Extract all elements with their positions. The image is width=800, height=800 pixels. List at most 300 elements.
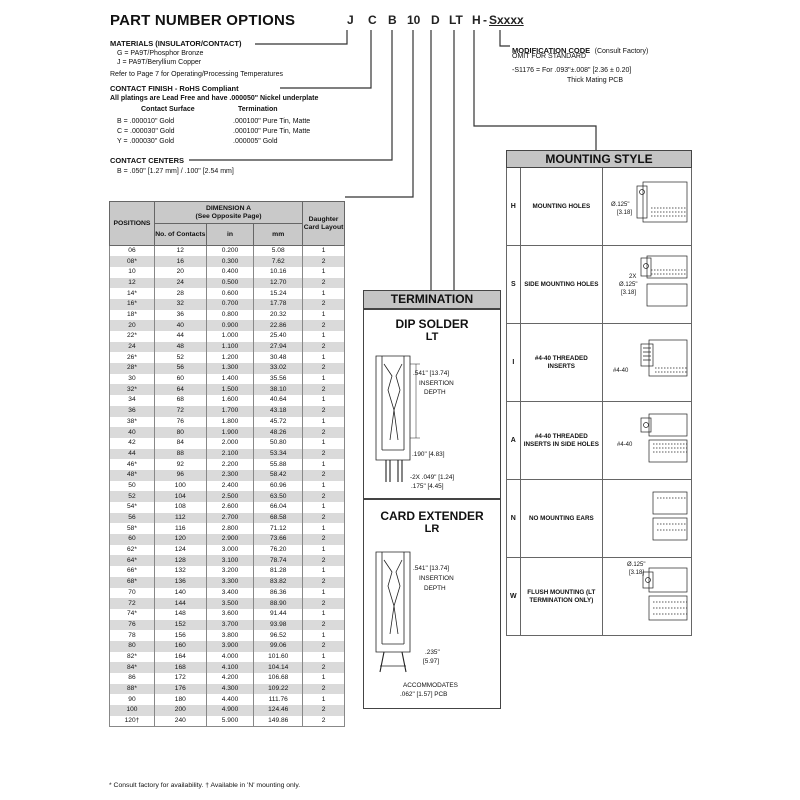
mounting-code: N (507, 480, 521, 558)
cell-contacts: 72 (154, 406, 206, 417)
table-row (110, 384, 345, 395)
leader-finish (280, 30, 371, 88)
cell-mm: 55.88 (254, 459, 303, 470)
cell-position: 22* (110, 331, 155, 342)
cell-contacts: 76 (154, 417, 206, 428)
cell-layout: 1 (303, 694, 345, 705)
cell-layout: 2 (303, 620, 345, 631)
finish-col-termination: Termination (238, 106, 278, 113)
mounting-figure (602, 246, 691, 324)
cell-mm: 71.12 (254, 523, 303, 534)
materials-option-g: G = PA9T/Phosphor Bronze (117, 50, 204, 57)
mounting-style-table (506, 150, 692, 636)
cell-layout: 2 (303, 705, 345, 716)
cell-inch: 3.100 (206, 555, 254, 566)
cell-contacts: 132 (154, 566, 206, 577)
cell-position: 84* (110, 662, 155, 673)
cell-inch: 0.800 (206, 310, 254, 321)
termination-header-box (363, 290, 501, 309)
cell-mm: 20.32 (254, 310, 303, 321)
cell-inch: 1.200 (206, 352, 254, 363)
cell-contacts: 24 (154, 278, 206, 289)
cell-position: 38* (110, 417, 155, 428)
table-row (110, 716, 345, 727)
cell-layout: 2 (303, 363, 345, 374)
cell-contacts: 80 (154, 427, 206, 438)
cell-mm: 45.72 (254, 417, 303, 428)
mounting-desc: FLUSH MOUNTING (LT TERMINATION ONLY) (520, 558, 602, 636)
cell-layout: 2 (303, 470, 345, 481)
table-row (110, 246, 345, 257)
mounting-dim-b: Ø.125" (618, 282, 638, 288)
cell-position: 42 (110, 438, 155, 449)
table-row (110, 406, 345, 417)
cell-layout: 1 (303, 459, 345, 470)
cell-inch: 1.800 (206, 417, 254, 428)
cell-inch: 3.800 (206, 630, 254, 641)
finish-surface-c: C = .000030" Gold (117, 128, 175, 135)
cell-inch: 4.200 (206, 673, 254, 684)
cell-position: 68* (110, 577, 155, 588)
cell-contacts: 200 (154, 705, 206, 716)
cell-layout: 1 (303, 588, 345, 599)
cell-position: 66* (110, 566, 155, 577)
modification-s1176: -S1176 = For .093"±.008" [2.36 ± 0.20] (512, 67, 632, 74)
cell-contacts: 96 (154, 470, 206, 481)
cell-mm: 10.16 (254, 267, 303, 278)
cell-inch: 3.200 (206, 566, 254, 577)
pn-code-material: J (347, 13, 354, 27)
cell-layout: 1 (303, 246, 345, 257)
cell-inch: 2.000 (206, 438, 254, 449)
cell-contacts: 108 (154, 502, 206, 513)
leader-positions (345, 30, 413, 197)
cell-layout: 2 (303, 598, 345, 609)
cell-position: 74* (110, 609, 155, 620)
cell-position: 32* (110, 384, 155, 395)
modification-header: MODIFICATION CODE (512, 46, 591, 55)
cell-mm: 60.96 (254, 481, 303, 492)
cell-mm: 101.60 (254, 652, 303, 663)
cell-inch: 1.600 (206, 395, 254, 406)
cell-position: 16* (110, 299, 155, 310)
cell-contacts: 36 (154, 310, 206, 321)
mounting-dim-a: Ø.125" (610, 202, 630, 208)
finish-termination-y: .000005" Gold (233, 138, 278, 145)
table-row (110, 641, 345, 652)
cell-position: 72 (110, 598, 155, 609)
card-accommodates: ACCOMMODATES (403, 682, 458, 689)
cell-layout: 2 (303, 577, 345, 588)
mounting-dim-c: [3.18] (620, 290, 636, 296)
mounting-code: I (507, 324, 521, 402)
cell-mm: 15.24 (254, 288, 303, 299)
cell-contacts: 116 (154, 523, 206, 534)
cell-inch: 4.900 (206, 705, 254, 716)
cell-contacts: 48 (154, 342, 206, 353)
cell-mm: 99.06 (254, 641, 303, 652)
cell-layout: 1 (303, 566, 345, 577)
mounting-figure (602, 168, 691, 246)
cell-mm: 73.66 (254, 534, 303, 545)
table-row (110, 374, 345, 385)
cell-mm: 96.52 (254, 630, 303, 641)
pn-code-positions: 10 (407, 13, 421, 27)
cell-contacts: 88 (154, 449, 206, 460)
mounting-desc: MOUNTING HOLES (520, 168, 602, 246)
mounting-desc: #4-40 THREADED INSERTS IN SIDE HOLES (520, 402, 602, 480)
mounting-code: H (507, 168, 521, 246)
mounting-row-h (507, 168, 692, 246)
pn-code-termination: LT (449, 13, 463, 27)
card-insertion-dim: .541" [13.74] (413, 565, 450, 572)
cell-contacts: 100 (154, 481, 206, 492)
cell-mm: 50.80 (254, 438, 303, 449)
finish-note: All platings are Lead Free and have .000050" Nickel underplate (110, 95, 319, 102)
cell-position: 60 (110, 534, 155, 545)
cell-contacts: 64 (154, 384, 206, 395)
cell-mm: 83.82 (254, 577, 303, 588)
cell-mm: 58.42 (254, 470, 303, 481)
table-row (110, 267, 345, 278)
cell-contacts: 92 (154, 459, 206, 470)
cell-position: 82* (110, 652, 155, 663)
cell-position: 64* (110, 555, 155, 566)
cell-position: 78 (110, 630, 155, 641)
cell-layout: 2 (303, 513, 345, 524)
cell-layout: 2 (303, 256, 345, 267)
cell-position: 18* (110, 310, 155, 321)
cell-position: 34 (110, 395, 155, 406)
no-mounting-ears-drawing (603, 480, 691, 552)
table-row (110, 673, 345, 684)
table-row (110, 598, 345, 609)
cell-mm: 93.98 (254, 620, 303, 631)
pn-code-dash: - (483, 13, 487, 27)
cell-layout: 2 (303, 491, 345, 502)
materials-note: Refer to Page 7 for Operating/Processing Temperatures (110, 71, 284, 78)
mounting-dim-a: Ø.125" (626, 562, 646, 568)
cell-inch: 3.400 (206, 588, 254, 599)
table-row (110, 705, 345, 716)
table-row (110, 427, 345, 438)
card-extender-code: LR (424, 523, 440, 535)
cell-inch: 2.600 (206, 502, 254, 513)
cell-contacts: 60 (154, 374, 206, 385)
cell-layout: 2 (303, 555, 345, 566)
cell-position: 20 (110, 320, 155, 331)
mounting-figure (602, 480, 691, 558)
cell-position: 90 (110, 694, 155, 705)
cell-position: 100 (110, 705, 155, 716)
cell-layout: 1 (303, 267, 345, 278)
cell-mm: 43.18 (254, 406, 303, 417)
table-row (110, 577, 345, 588)
mounting-code: S (507, 246, 521, 324)
cell-layout: 2 (303, 299, 345, 310)
modification-thick-pcb: Thick Mating PCB (567, 77, 624, 84)
cell-mm: 76.20 (254, 545, 303, 556)
table-row (110, 342, 345, 353)
table-row (110, 684, 345, 695)
table-row (110, 470, 345, 481)
cell-mm: 106.68 (254, 673, 303, 684)
centers-option-b: B = .050" [1.27 mm] / .100" [2.54 mm] (117, 168, 234, 175)
page-title: PART NUMBER OPTIONS (110, 12, 296, 29)
cell-mm: 35.56 (254, 374, 303, 385)
mounting-row-a (507, 402, 692, 480)
cell-position: 14* (110, 288, 155, 299)
cell-contacts: 164 (154, 652, 206, 663)
table-row (110, 534, 345, 545)
cell-contacts: 240 (154, 716, 206, 727)
cell-contacts: 136 (154, 577, 206, 588)
table-row (110, 459, 345, 470)
cell-mm: 68.58 (254, 513, 303, 524)
modification-header-note: (Consult Factory) (594, 48, 649, 55)
col-positions: POSITIONS (110, 202, 155, 246)
cell-contacts: 68 (154, 395, 206, 406)
table-row (110, 588, 345, 599)
cell-mm: 149.86 (254, 716, 303, 727)
cell-layout: 1 (303, 288, 345, 299)
footnote: * Consult factory for availability. † Available in 'N' mounting only. (109, 782, 301, 789)
table-row (110, 320, 345, 331)
dip-insertion-dim: .541" [13.74] (413, 370, 450, 377)
table-row (110, 566, 345, 577)
mounting-dim-b: [3.18] (628, 570, 644, 576)
cell-position: 86 (110, 673, 155, 684)
cell-contacts: 156 (154, 630, 206, 641)
cell-layout: 1 (303, 352, 345, 363)
dip-insertion-label: INSERTION (419, 380, 454, 387)
cell-layout: 2 (303, 534, 345, 545)
mounting-dim-a: #4-40 (612, 368, 629, 374)
cell-contacts: 120 (154, 534, 206, 545)
cell-position: 88* (110, 684, 155, 695)
table-row (110, 609, 345, 620)
mounting-row-w (507, 558, 692, 636)
cell-contacts: 144 (154, 598, 206, 609)
cell-contacts: 112 (154, 513, 206, 524)
mounting-desc: SIDE MOUNTING HOLES (520, 246, 602, 324)
cell-inch: 4.000 (206, 652, 254, 663)
table-row (110, 449, 345, 460)
finish-header: CONTACT FINISH - RoHS Compliant (110, 84, 239, 93)
cell-contacts: 152 (154, 620, 206, 631)
cell-inch: 1.900 (206, 427, 254, 438)
cell-layout: 2 (303, 641, 345, 652)
card-dim-235: .235" (425, 649, 440, 656)
cell-contacts: 12 (154, 246, 206, 257)
cell-contacts: 160 (154, 641, 206, 652)
cell-inch: 3.900 (206, 641, 254, 652)
dip-dim-049: -2X .049" [1.24] (410, 474, 455, 481)
side-threaded-inserts-drawing (603, 402, 691, 474)
cell-inch: 2.800 (206, 523, 254, 534)
mounting-header: MOUNTING STYLE (507, 151, 692, 168)
mounting-row-i (507, 324, 692, 402)
cell-inch: 2.400 (206, 481, 254, 492)
dip-dim-175: .175" [4.45] (411, 483, 444, 490)
col-contacts: No. of Contacts (154, 224, 206, 246)
cell-contacts: 32 (154, 299, 206, 310)
cell-mm: 7.62 (254, 256, 303, 267)
side-mounting-holes-drawing (603, 246, 691, 318)
cell-mm: 111.76 (254, 694, 303, 705)
cell-layout: 1 (303, 523, 345, 534)
table-row (110, 395, 345, 406)
cell-position: 06 (110, 246, 155, 257)
cell-inch: 4.400 (206, 694, 254, 705)
cell-mm: 48.26 (254, 427, 303, 438)
table-row (110, 352, 345, 363)
cell-inch: 2.200 (206, 459, 254, 470)
cell-contacts: 172 (154, 673, 206, 684)
termination-header: TERMINATION (390, 292, 474, 306)
pn-code-centers: B (388, 13, 397, 27)
cell-inch: 2.300 (206, 470, 254, 481)
cell-contacts: 168 (154, 662, 206, 673)
table-row (110, 481, 345, 492)
cell-mm: 86.36 (254, 588, 303, 599)
dimension-a-title: DIMENSION A (205, 204, 252, 212)
cell-layout: 1 (303, 374, 345, 385)
cell-position: 62* (110, 545, 155, 556)
cell-inch: 4.300 (206, 684, 254, 695)
cell-layout: 2 (303, 662, 345, 673)
table-row (110, 256, 345, 267)
centers-header: CONTACT CENTERS (110, 156, 185, 165)
cell-inch: 0.500 (206, 278, 254, 289)
table-row (110, 417, 345, 428)
cell-position: 40 (110, 427, 155, 438)
mounting-dim-b: [3.18] (616, 210, 632, 216)
cell-contacts: 44 (154, 331, 206, 342)
table-row (110, 438, 345, 449)
cell-position: 46* (110, 459, 155, 470)
cell-layout: 1 (303, 310, 345, 321)
mounting-dim-a: #4-40 (616, 442, 633, 448)
mounting-code: W (507, 558, 521, 636)
cell-position: 10 (110, 267, 155, 278)
materials-header: MATERIALS (INSULATOR/CONTACT) (110, 39, 242, 48)
cell-mm: 33.02 (254, 363, 303, 374)
cell-contacts: 56 (154, 363, 206, 374)
cell-layout: 1 (303, 673, 345, 684)
cell-contacts: 180 (154, 694, 206, 705)
mounting-row-s (507, 246, 692, 324)
cell-mm: 81.28 (254, 566, 303, 577)
cell-layout: 2 (303, 320, 345, 331)
card-insertion-label: INSERTION (419, 575, 454, 582)
table-row (110, 652, 345, 663)
mounting-dim-a: 2X (628, 274, 637, 280)
cell-position: 24 (110, 342, 155, 353)
mounting-figure (602, 402, 691, 480)
table-row (110, 662, 345, 673)
leader-modification (500, 30, 510, 46)
cell-contacts: 20 (154, 267, 206, 278)
cell-position: 30 (110, 374, 155, 385)
cell-layout: 2 (303, 427, 345, 438)
cell-position: 28* (110, 363, 155, 374)
finish-surface-y: Y = .000030" Gold (117, 138, 175, 145)
cell-contacts: 40 (154, 320, 206, 331)
mounting-code: A (507, 402, 521, 480)
cell-contacts: 28 (154, 288, 206, 299)
col-mm: mm (254, 224, 303, 246)
mounting-figure (602, 558, 691, 636)
positions-table (109, 201, 345, 727)
cell-mm: 53.34 (254, 449, 303, 460)
cell-mm: 88.90 (254, 598, 303, 609)
cell-layout: 1 (303, 481, 345, 492)
finish-surface-b: B = .000010" Gold (117, 118, 175, 125)
cell-inch: 0.200 (206, 246, 254, 257)
cell-inch: 4.100 (206, 662, 254, 673)
finish-termination-c: .000100" Pure Tin, Matte (233, 128, 311, 135)
cell-mm: 27.94 (254, 342, 303, 353)
cell-mm: 22.86 (254, 320, 303, 331)
cell-mm: 104.14 (254, 662, 303, 673)
cell-mm: 91.44 (254, 609, 303, 620)
cell-inch: 3.300 (206, 577, 254, 588)
cell-contacts: 148 (154, 609, 206, 620)
cell-layout: 2 (303, 384, 345, 395)
table-row (110, 694, 345, 705)
cell-inch: 1.700 (206, 406, 254, 417)
flush-mounting-drawing (603, 558, 691, 630)
cell-mm: 40.64 (254, 395, 303, 406)
cell-contacts: 104 (154, 491, 206, 502)
materials-option-j: J = PA9T/Beryllium Copper (117, 59, 202, 66)
cell-inch: 2.100 (206, 449, 254, 460)
cell-contacts: 176 (154, 684, 206, 695)
cell-inch: 1.300 (206, 363, 254, 374)
table-row (110, 545, 345, 556)
cell-mm: 124.46 (254, 705, 303, 716)
table-row (110, 288, 345, 299)
cell-layout: 1 (303, 502, 345, 513)
finish-col-surface: Contact Surface (141, 106, 195, 113)
card-depth-label: DEPTH (424, 585, 446, 592)
cell-layout: 2 (303, 342, 345, 353)
cell-inch: 1.500 (206, 384, 254, 395)
cell-mm: 38.10 (254, 384, 303, 395)
cell-inch: 0.400 (206, 267, 254, 278)
pn-code-modification: Sxxxx (489, 13, 524, 27)
cell-layout: 1 (303, 438, 345, 449)
cell-inch: 1.100 (206, 342, 254, 353)
cell-mm: 25.40 (254, 331, 303, 342)
mounting-desc: NO MOUNTING EARS (520, 480, 602, 558)
table-row (110, 491, 345, 502)
cell-position: 80 (110, 641, 155, 652)
finish-termination-b: .000100" Pure Tin, Matte (233, 118, 311, 125)
cell-inch: 3.600 (206, 609, 254, 620)
table-row (110, 630, 345, 641)
col-inch: in (206, 224, 254, 246)
cell-inch: 2.500 (206, 491, 254, 502)
cell-layout: 2 (303, 716, 345, 727)
cell-position: 76 (110, 620, 155, 631)
cell-mm: 17.78 (254, 299, 303, 310)
cell-inch: 1.400 (206, 374, 254, 385)
cell-position: 56 (110, 513, 155, 524)
card-dim-597: [5.97] (423, 658, 439, 665)
mounting-figure (602, 324, 691, 402)
